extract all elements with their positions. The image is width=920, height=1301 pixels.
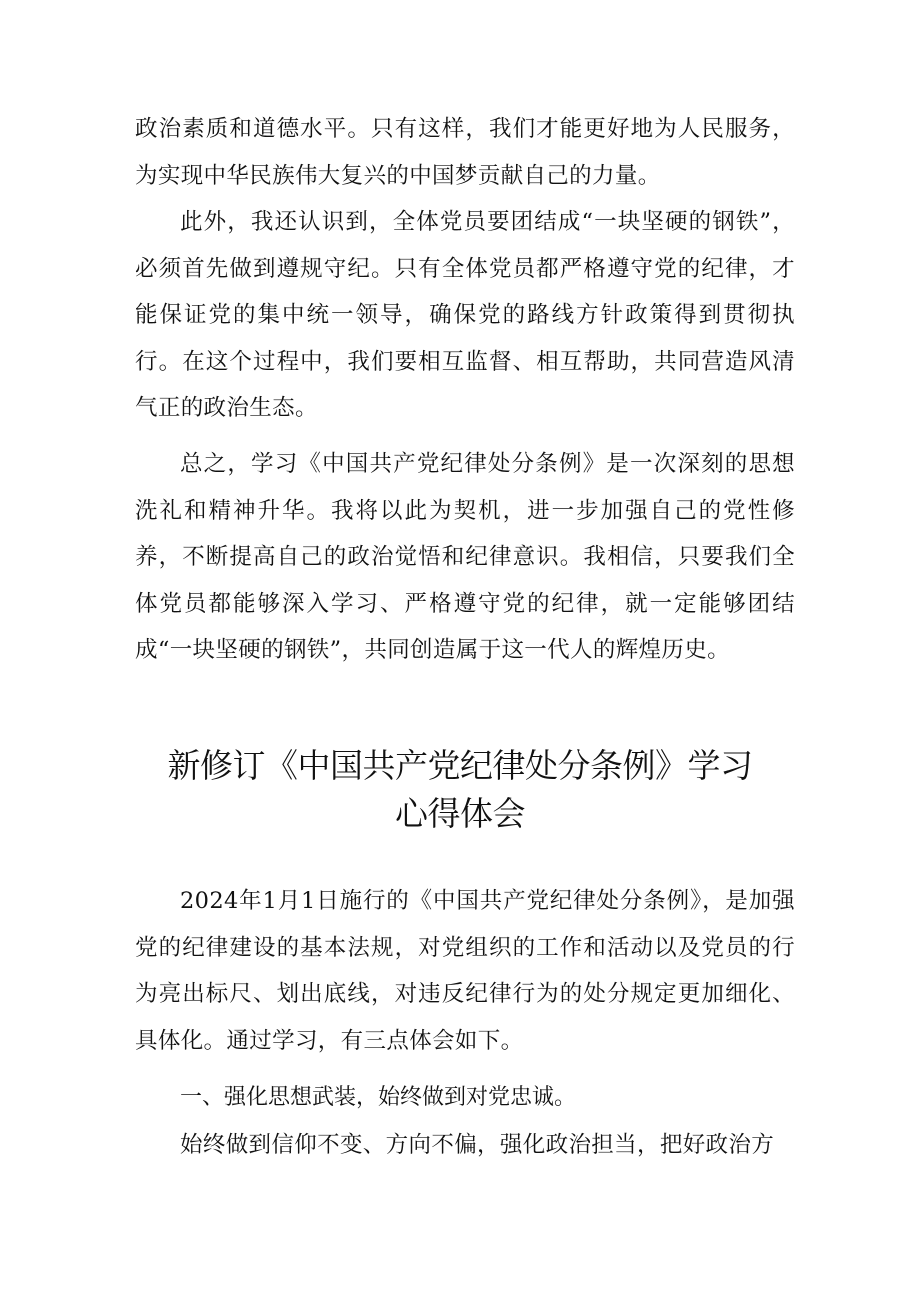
paragraph-conclusion: 总之，学习《中国共产党纪律处分条例》是一次深刻的思想洗礼和精神升华。我将以此为契机，进一步加强自己的党性修养，不断提高自己的政治觉悟和纪律意识。我相信，只要我们全体党员都能够深入学习、严格遵守党的纪律，就一定能够团结成“一块坚硬的钢铁”，共同创造属于这一代人的辉煌历史。 bbox=[135, 451, 795, 663]
section-heading-1: 一、强化思想武装，始终做到对党忠诚。 bbox=[180, 1085, 577, 1110]
article-title-line-2: 心得体会 bbox=[395, 794, 525, 833]
paragraph-discipline: 此外，我还认识到，全体党员要团结成“一块坚硬的钢铁”，必须首先做到遵规守纪。只有全体党员都严格遵守党的纪律，才能保证党的集中统一领导，确保党的路线方针政策得到贯彻执行。在这个过程中，我们要相互监督、相互帮助，共同营造风清气正的政治生态。 bbox=[135, 209, 795, 421]
article-title-line-1: 新修订《中国共产党纪律处分条例》学习 bbox=[167, 746, 753, 785]
paragraph-section-1: 始终做到信仰不变、方向不偏，强化政治担当，把好政治方 bbox=[180, 1132, 775, 1158]
paragraph-continuation: 政治素质和道德水平。只有这样，我们才能更好地为人民服务，为实现中华民族伟大复兴的中国梦贡献自己的力量。 bbox=[135, 116, 795, 189]
paragraph-intro: 2024年1月1日施行的《中国共产党纪律处分条例》，是加强党的纪律建设的基本法规，对党组织的工作和活动以及党员的行为亮出标尺、划出底线，对违反纪律行为的处分规定更加细化、具体化。通过学习，有三点体会如下。 bbox=[135, 888, 795, 1054]
